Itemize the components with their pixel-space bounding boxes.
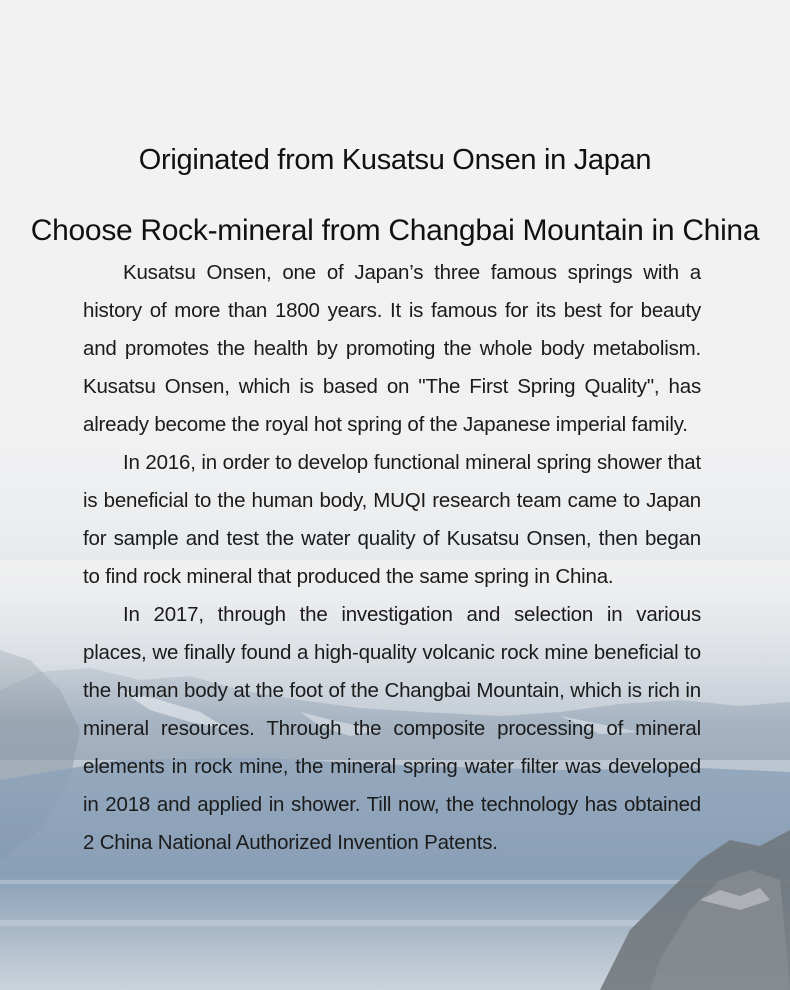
paragraph-research-2016: In 2016, in order to develop functional mineral spring shower that is beneficial to the human body, MUQI research team came to Japan for sample and test the water quality of Kusatsu Onsen, then began to find rock mineral that produced the same spring in China. [83,451,701,588]
paragraph-kusatsu: Kusatsu Onsen, one of Japan’s three famous springs with a history of more than 1800 years. It is famous for its best for beauty and promotes the health by promoting the whole body metabolism. Kusatsu Onsen, which is based on "The First Spring Quality", has already become the royal hot spring of the Japanese imperial family. [83,261,701,436]
paragraph-discovery-2017: In 2017, through the investigation and selection in various places, we finally found a high-quality volcanic rock mine beneficial to the human body at the foot of the Changbai Mountain, which is rich in mineral resources. Through the composite processing of mineral elements in rock mine, the mineral spring water filter was developed in 2018 and applied in shower. Till now, the technology has obtained 2 China National Authorized Invention Patents. [83,603,701,854]
heading-mineral: Choose Rock-mineral from Changbai Mountain in China [30,214,760,247]
heading-origin: Originated from Kusatsu Onsen in Japan [138,144,652,176]
article-body [83,254,701,862]
